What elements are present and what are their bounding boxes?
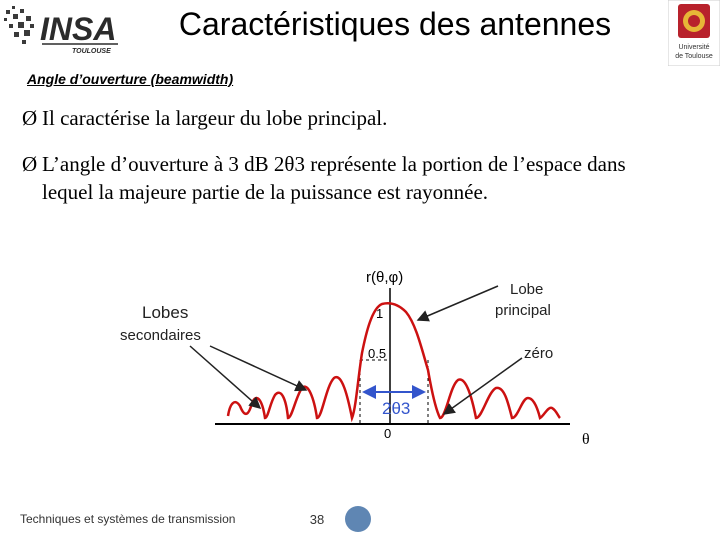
- insa-logo: [0, 0, 132, 60]
- bullet-1: [22, 104, 718, 132]
- page-number: 38: [309, 512, 325, 527]
- svg-text:Université: Université: [678, 44, 710, 51]
- svg-text:TOULOUSE: TOULOUSE: [72, 48, 111, 55]
- bullet-2-text-line2: lequel la majeure partie de la puissance est rayonnée.: [42, 180, 489, 204]
- svg-text:de Toulouse: de Toulouse: [675, 53, 713, 60]
- arrow-bullet-icon: Ø: [22, 152, 38, 176]
- tick-05-label: 0.5: [368, 346, 387, 361]
- main-lobe-label-line2: principal: [495, 302, 551, 319]
- lobes-arrow-2: [210, 346, 306, 390]
- slide-header: [0, 0, 720, 68]
- y-axis-label: r(θ,φ): [366, 269, 404, 286]
- section-subtitle: Angle d’ouverture (beamwidth): [27, 71, 234, 87]
- footer-dot-icon: [345, 506, 371, 532]
- universite-toulouse-logo: [668, 0, 720, 66]
- zero-arrow: [444, 358, 522, 414]
- bullet-2: [22, 150, 718, 206]
- lobes-label-line1: Lobes: [142, 303, 189, 322]
- main-lobe-label-line1: Lobe: [510, 281, 544, 298]
- beamwidth-label: 2θ3: [382, 399, 411, 418]
- slide-title: Caractéristiques des antennes: [178, 6, 612, 42]
- origin-label: 0: [384, 426, 392, 441]
- arrow-bullet-icon: Ø: [22, 106, 38, 130]
- tick-1-label: 1: [376, 306, 384, 321]
- main-lobe-arrow: [418, 286, 498, 320]
- radiation-pattern-diagram: [110, 258, 610, 458]
- lobes-label-line2: secondaires: [120, 327, 201, 344]
- svg-text:INSA: INSA: [40, 11, 117, 47]
- x-axis-label: θ: [582, 431, 590, 448]
- zero-label: zéro: [524, 345, 554, 362]
- lobes-arrow-1: [190, 346, 260, 408]
- bullet-1-text: Il caractérise la largeur du lobe principal.: [42, 106, 388, 130]
- bullet-2-text-line1: L’angle d’ouverture à 3 dB 2θ3 représente la portion de l’espace dans: [42, 152, 626, 176]
- footer-course-title: Techniques et systèmes de transmission: [20, 512, 236, 526]
